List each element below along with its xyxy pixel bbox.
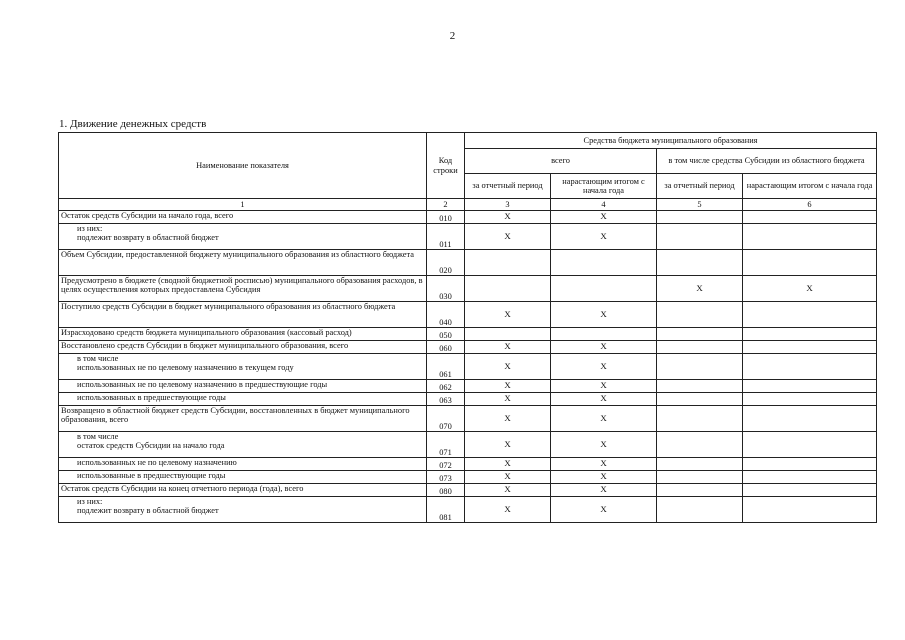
cell-col3: Х	[465, 354, 551, 380]
row-code: 020	[427, 250, 465, 276]
table-header	[59, 133, 877, 211]
cell-col3: Х	[465, 302, 551, 328]
cell-col5: Х	[657, 276, 743, 302]
table-row	[59, 354, 877, 380]
table-row	[59, 341, 877, 354]
cell-col6	[743, 406, 877, 432]
cell-col6	[743, 224, 877, 250]
col-number: 4	[551, 199, 657, 211]
row-code: 071	[427, 432, 465, 458]
row-code: 070	[427, 406, 465, 432]
cell-col4: Х	[551, 354, 657, 380]
table-body	[59, 211, 877, 523]
row-code: 081	[427, 497, 465, 523]
cell-col3	[465, 250, 551, 276]
cell-col6	[743, 458, 877, 471]
row-code: 062	[427, 380, 465, 393]
row-name	[59, 432, 427, 458]
row-code: 011	[427, 224, 465, 250]
header-cumulative-subsidy: нарастающим итогом с начала года	[743, 174, 877, 199]
cell-col5	[657, 250, 743, 276]
col-number: 6	[743, 199, 877, 211]
cell-col4: Х	[551, 393, 657, 406]
cell-col3: Х	[465, 458, 551, 471]
row-name	[59, 354, 427, 380]
row-code: 063	[427, 393, 465, 406]
cell-col5	[657, 302, 743, 328]
row-name	[59, 497, 427, 523]
cell-col4: Х	[551, 484, 657, 497]
header-cumulative: нарастающим итогом с начала года	[551, 174, 657, 199]
row-name: использованные в предшествующие годы	[59, 471, 427, 484]
table-row	[59, 458, 877, 471]
section-title: 1. Движение денежных средств	[59, 118, 207, 130]
cell-col5	[657, 458, 743, 471]
row-name: Объем Субсидии, предоставленной бюджету муниципального образования из областного бюджета	[59, 250, 427, 276]
cell-col6	[743, 497, 877, 523]
table-row	[59, 497, 877, 523]
cell-col5	[657, 432, 743, 458]
cell-col3: Х	[465, 380, 551, 393]
table-row	[59, 276, 877, 302]
cell-col4	[551, 328, 657, 341]
row-name-prefix: из них:	[77, 224, 103, 233]
row-name: Поступило средств Субсидии в бюджет муниципального образования из областного бюджета	[59, 302, 427, 328]
row-code: 072	[427, 458, 465, 471]
cell-col3	[465, 328, 551, 341]
table-row	[59, 328, 877, 341]
cell-col4: Х	[551, 406, 657, 432]
table-row	[59, 484, 877, 497]
row-name-prefix: из них:	[77, 497, 103, 506]
header-period: за отчетный период	[465, 174, 551, 199]
table-row	[59, 250, 877, 276]
table-row	[59, 393, 877, 406]
cell-col3: Х	[465, 497, 551, 523]
cell-col3: Х	[465, 341, 551, 354]
cell-col6	[743, 432, 877, 458]
cell-col4	[551, 250, 657, 276]
cell-col4: Х	[551, 211, 657, 224]
table-row	[59, 211, 877, 224]
header-group-main: Средства бюджета муниципального образования	[465, 133, 877, 149]
row-name-detail: остаток средств Субсидии на начало года	[77, 441, 225, 451]
cell-col4: Х	[551, 380, 657, 393]
row-name: Израсходовано средств бюджета муниципального образования (кассовый расход)	[59, 328, 427, 341]
row-name-detail: подлежит возврату в областной бюджет	[77, 233, 219, 243]
cell-col5	[657, 211, 743, 224]
cell-col5	[657, 393, 743, 406]
cell-col4: Х	[551, 341, 657, 354]
cell-col4	[551, 276, 657, 302]
row-name: Предусмотрено в бюджете (сводной бюджетной росписью) муниципального образования расходов, в целях осуществления которых предоставлена Субсидия	[59, 276, 427, 302]
cell-col4: Х	[551, 432, 657, 458]
cell-col6	[743, 471, 877, 484]
cell-col5	[657, 406, 743, 432]
row-name: Восстановлено средств Субсидии в бюджет муниципального образования, всего	[59, 341, 427, 354]
col-number: 5	[657, 199, 743, 211]
cell-col6	[743, 341, 877, 354]
header-name-col: Наименование показателя	[59, 133, 427, 199]
row-name: использованных в предшествующие годы	[59, 393, 427, 406]
cell-col6	[743, 484, 877, 497]
col-number: 3	[465, 199, 551, 211]
cell-col5	[657, 354, 743, 380]
table-row	[59, 471, 877, 484]
row-name-detail: подлежит возврату в областной бюджет	[77, 506, 219, 516]
row-name: использованных не по целевому назначению в предшествующие годы	[59, 380, 427, 393]
row-code: 030	[427, 276, 465, 302]
row-name-detail: использованных не по целевому назначению в текущем году	[77, 363, 294, 373]
cash-flow-table	[58, 132, 877, 523]
cell-col5	[657, 497, 743, 523]
cell-col6	[743, 328, 877, 341]
row-name	[59, 224, 427, 250]
cell-col6	[743, 211, 877, 224]
table-row	[59, 302, 877, 328]
table-row	[59, 380, 877, 393]
cell-col3: Х	[465, 484, 551, 497]
cell-col3: Х	[465, 471, 551, 484]
cell-col3: Х	[465, 432, 551, 458]
cell-col6	[743, 380, 877, 393]
header-group-total: всего	[465, 149, 657, 174]
cell-col3: Х	[465, 406, 551, 432]
cell-col4: Х	[551, 497, 657, 523]
cell-col4: Х	[551, 224, 657, 250]
cell-col5	[657, 328, 743, 341]
row-code: 010	[427, 211, 465, 224]
row-code: 073	[427, 471, 465, 484]
cell-col5	[657, 341, 743, 354]
cell-col5	[657, 224, 743, 250]
table-row	[59, 406, 877, 432]
cell-col3: Х	[465, 224, 551, 250]
row-name-prefix: в том числе	[77, 354, 119, 363]
table-row	[59, 432, 877, 458]
row-code: 080	[427, 484, 465, 497]
cell-col6	[743, 302, 877, 328]
row-name-prefix: в том числе	[77, 432, 119, 441]
column-numbers-row	[59, 199, 877, 211]
table-row	[59, 224, 877, 250]
header-code-col: Код строки	[427, 133, 465, 199]
row-name: Остаток средств Субсидии на начало года, всего	[59, 211, 427, 224]
col-number: 2	[427, 199, 465, 211]
cell-col6: Х	[743, 276, 877, 302]
cell-col6	[743, 250, 877, 276]
row-name: использованных не по целевому назначению	[59, 458, 427, 471]
cell-col3: Х	[465, 211, 551, 224]
row-code: 050	[427, 328, 465, 341]
header-group-subsidy: в том числе средства Субсидии из областного бюджета	[657, 149, 877, 174]
cell-col3	[465, 276, 551, 302]
row-name: Остаток средств Субсидии на конец отчетного периода (года), всего	[59, 484, 427, 497]
row-code: 061	[427, 354, 465, 380]
page-number: 2	[449, 30, 456, 42]
cell-col4: Х	[551, 471, 657, 484]
cell-col5	[657, 380, 743, 393]
cell-col6	[743, 354, 877, 380]
row-name: Возвращено в областной бюджет средств Субсидии, восстановленных в бюджет муниципального образования, всего	[59, 406, 427, 432]
cell-col4: Х	[551, 458, 657, 471]
cell-col6	[743, 393, 877, 406]
col-number: 1	[59, 199, 427, 211]
cell-col5	[657, 471, 743, 484]
cell-col5	[657, 484, 743, 497]
row-code: 040	[427, 302, 465, 328]
cell-col3: Х	[465, 393, 551, 406]
row-code: 060	[427, 341, 465, 354]
cell-col4: Х	[551, 302, 657, 328]
header-period-subsidy: за отчетный период	[657, 174, 743, 199]
